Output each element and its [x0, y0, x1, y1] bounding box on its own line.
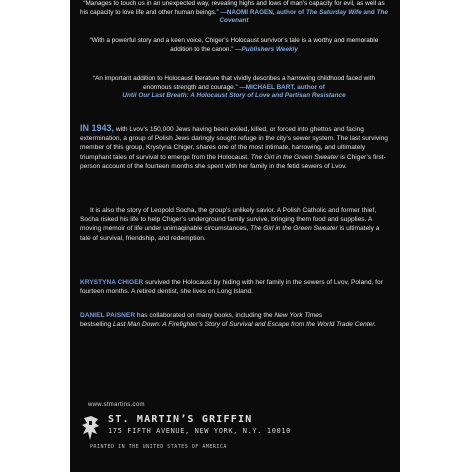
publisher-footer [80, 402, 388, 450]
blurb-publishers-weekly [80, 37, 388, 54]
description-paragraph-2: It is also the story of Leopold Socha, the group’s unlikely savior. A Polish Catholic and former thief, Socha risked his life to help Chiger’s underground family survive, bringing them food and supplies. A moving memoir of life under unimaginable circumstances, The Girl in the Green Sweater is ultimately a tale of survival, friendship, and redemption. [80, 207, 380, 242]
blurb-ragen [80, 0, 388, 26]
blurb-attribution: —NAOMI RAGEN, author of The Saturday Wife and The Covenant [219, 8, 388, 25]
blurb-quote: “An important addition to Holocaust literature that vividly describes a harrowing childhood faced with enormous strength and courage.” [92, 75, 376, 91]
author-bio-chiger: KRYSTYNA CHIGER survived the Holocaust by hiding with her family in the sewers of Lvov, Poland, for fourteen months. A retired dentist, she lives on Long Island. [80, 279, 383, 296]
publisher-url: www.stmartins.com [88, 402, 145, 408]
author-name: KRYSTYNA CHIGER [80, 279, 144, 286]
blurb-bart [80, 75, 388, 101]
printed-notice: PRINTED IN THE UNITED STATES OF AMERICA [90, 444, 227, 450]
book-title: The Girl in the Green Sweater [250, 225, 338, 233]
author-bio-paisner: DANIEL PAISNER has collaborated on many books, including the New York Times bestselling Last Man Down: A Firefighter’s Story of Survival and Escape from the World Trade Center. [80, 312, 377, 329]
author-name: DANIEL PAISNER [80, 312, 136, 319]
blurb-quote: “Manages to touch us in an unexpected way, revealing highs and lows of man’s capacity for evil, as well as his capacity to love life and other human beings.” [80, 0, 385, 16]
griffin-logo-icon [80, 414, 102, 442]
book-title: The Girl in the Green Sweater [250, 153, 339, 161]
blurb-attribution: —Publishers Weekly [235, 45, 298, 53]
back-cover [70, 0, 400, 472]
blurb-quote: “With a powerful story and a keen voice, Chiger’s Holocaust survivor’s tale is a worthy and memorable addition to the canon.” [89, 37, 379, 53]
description-lead: IN 1943, [80, 123, 115, 133]
blurb-attribution: —MICHAEL BART, author of Until Our Last Breath: A Holocaust Story of Love and Partisan Resistance [122, 83, 346, 100]
description-paragraph-1: IN 1943, with Lvov’s 150,000 Jews having been exiled, killed, or forced into ghettos and facing extermination, a group of Polish Jews daringly sought refuge in the city’s sewer system. The last surviving member of this group, Krystyna Chiger, shares one of the most intimate, harrowing, and ultimately triumphant tales of survival to emerge from the Holocaust. The Girl in the Green Sweater is Chiger’s first-person account of the fourteen months she spent with her family in the fetid sewers of Lvov. [80, 123, 388, 170]
publisher-name: ST. MARTIN’S GRIFFIN [108, 414, 253, 425]
publisher-address: 175 FIFTH AVENUE, NEW YORK, N.Y. 10010 [108, 427, 291, 435]
